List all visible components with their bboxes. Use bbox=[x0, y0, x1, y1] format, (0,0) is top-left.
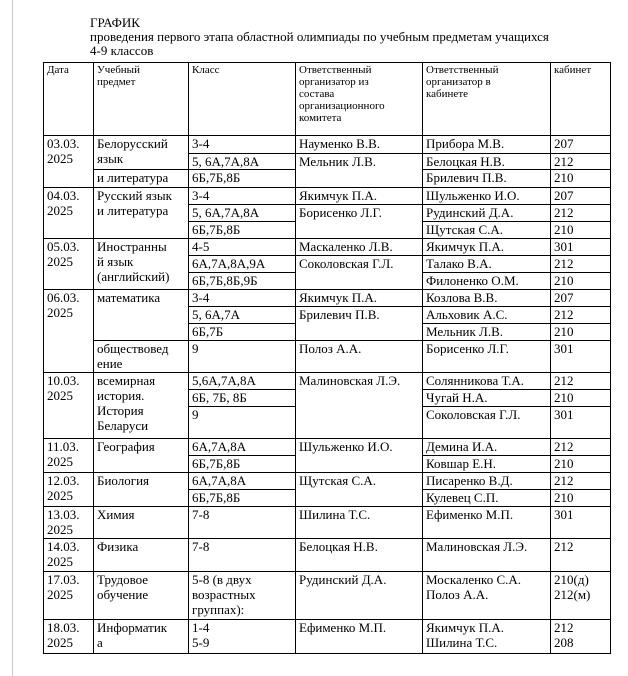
class-cell: 6Б,7Б,8Б bbox=[189, 222, 296, 239]
date-cell: 13.03. 2025 bbox=[44, 507, 94, 539]
table-row bbox=[44, 239, 611, 256]
room-cell: 207 bbox=[551, 136, 611, 154]
room-cell: 212 bbox=[551, 473, 611, 490]
column-header-committee-organizer: Ответственный организатор из состава организационного комитета bbox=[296, 63, 423, 136]
committee-organizer-cell: Якимчук П.А. bbox=[296, 188, 423, 205]
room-cell: 212 bbox=[551, 439, 611, 456]
room-cell: 210 bbox=[551, 456, 611, 473]
class-cell: 6Б,7Б,8Б bbox=[189, 490, 296, 507]
subject-cell: География bbox=[94, 439, 189, 473]
room-cell: 210 bbox=[551, 273, 611, 290]
committee-organizer-cell: Ефименко М.П. bbox=[296, 620, 423, 654]
class-cell: 4-5 bbox=[189, 239, 296, 256]
room-organizer-cell: Солянникова Т.А. bbox=[423, 373, 551, 390]
subject-cell: и литература bbox=[94, 170, 189, 188]
class-cell: 5,6А,7А,8А bbox=[189, 373, 296, 390]
class-cell: 5, 6А,7А,8А bbox=[189, 205, 296, 222]
table-row bbox=[44, 572, 611, 620]
table-row bbox=[44, 539, 611, 572]
date-cell: 03.03. 2025 bbox=[44, 136, 94, 188]
class-cell: 6А,7А,8А,9А bbox=[189, 256, 296, 273]
room-organizer-cell: Писаренко В.Д. bbox=[423, 473, 551, 490]
class-cell: 7-8 bbox=[189, 539, 296, 572]
class-cell: 5-8 (в двух возрастных группах): bbox=[189, 572, 296, 620]
room-cell: 210(д) 212(м) bbox=[551, 572, 611, 620]
page-margin-line bbox=[12, 0, 13, 676]
date-cell: 12.03. 2025 bbox=[44, 473, 94, 507]
class-cell: 6Б, 7Б, 8Б bbox=[189, 390, 296, 407]
class-cell: 1-4 5-9 bbox=[189, 620, 296, 654]
class-cell: 7-8 bbox=[189, 507, 296, 539]
document-subtitle-line1: проведения первого этапа областной олимпиады по учебным предметам учащихся bbox=[90, 29, 549, 44]
subject-cell: математика bbox=[94, 290, 189, 341]
class-cell: 6А,7А,8А bbox=[189, 473, 296, 490]
table-row bbox=[44, 439, 611, 456]
room-organizer-cell: Брилевич П.В. bbox=[423, 170, 551, 188]
column-header-room-organizer: Ответственный организатор в кабинете bbox=[423, 63, 551, 136]
column-header-room: кабинет bbox=[551, 63, 611, 136]
room-organizer-cell: Соколовская Г.Л. bbox=[423, 407, 551, 439]
committee-organizer-cell: Шульженко И.О. bbox=[296, 439, 423, 473]
date-cell: 17.03. 2025 bbox=[44, 572, 94, 620]
table-row bbox=[44, 188, 611, 205]
date-cell: 05.03. 2025 bbox=[44, 239, 94, 290]
room-organizer-cell: Козлова В.В. bbox=[423, 290, 551, 307]
subject-cell: Русский язык и литература bbox=[94, 188, 189, 239]
class-cell: 6Б,7Б,8Б bbox=[189, 456, 296, 473]
room-organizer-cell: Ковшар Е.Н. bbox=[423, 456, 551, 473]
room-cell: 207 bbox=[551, 188, 611, 205]
room-cell: 301 bbox=[551, 507, 611, 539]
subject-cell: Иностранны й язык (английский) bbox=[94, 239, 189, 290]
committee-organizer-cell: Якимчук П.А. bbox=[296, 290, 423, 307]
class-cell: 6Б,7Б,8Б bbox=[189, 170, 296, 188]
committee-organizer-cell: Рудинский Д.А. bbox=[296, 572, 423, 620]
room-cell: 212 bbox=[551, 256, 611, 273]
committee-organizer-cell: Полоз А.А. bbox=[296, 341, 423, 373]
room-cell: 301 bbox=[551, 239, 611, 256]
committee-organizer-cell: Маскаленко Л.В. bbox=[296, 239, 423, 256]
date-cell: 11.03. 2025 bbox=[44, 439, 94, 473]
room-organizer-cell: Чугай Н.А. bbox=[423, 390, 551, 407]
room-cell: 207 bbox=[551, 290, 611, 307]
date-cell: 18.03. 2025 bbox=[44, 620, 94, 654]
document-title: ГРАФИК bbox=[90, 15, 140, 30]
class-cell: 5, 6А,7А bbox=[189, 307, 296, 324]
room-organizer-cell: Москаленко С.А. Полоз А.А. bbox=[423, 572, 551, 620]
room-cell: 212 bbox=[551, 373, 611, 390]
column-header-subject: Учебный предмет bbox=[94, 63, 189, 136]
class-cell: 3-4 bbox=[189, 290, 296, 307]
room-organizer-cell: Альховик А.С. bbox=[423, 307, 551, 324]
date-cell: 04.03. 2025 bbox=[44, 188, 94, 239]
room-organizer-cell: Прибора М.В. bbox=[423, 136, 551, 154]
room-organizer-cell: Кулевец С.П. bbox=[423, 490, 551, 507]
class-cell: 6А,7А,8А bbox=[189, 439, 296, 456]
room-cell: 212 bbox=[551, 307, 611, 324]
committee-organizer-cell: Мельник Л.В. bbox=[296, 154, 423, 188]
committee-organizer-cell: Борисенко Л.Г. bbox=[296, 205, 423, 239]
room-organizer-cell: Якимчук П.А. Шилина Т.С. bbox=[423, 620, 551, 654]
room-organizer-cell: Мельник Л.В. bbox=[423, 324, 551, 341]
table-row bbox=[44, 373, 611, 390]
committee-organizer-cell: Соколовская Г.Л. bbox=[296, 256, 423, 290]
class-cell: 3-4 bbox=[189, 188, 296, 205]
class-cell: 5, 6А,7А,8А bbox=[189, 154, 296, 170]
class-cell: 6Б,7Б bbox=[189, 324, 296, 341]
room-cell: 210 bbox=[551, 390, 611, 407]
class-cell: 6Б,7Б,8Б,9Б bbox=[189, 273, 296, 290]
table-row bbox=[44, 507, 611, 539]
committee-organizer-cell: Малиновская Л.Э. bbox=[296, 373, 423, 439]
table-row bbox=[44, 341, 611, 373]
room-organizer-cell: Белоцкая Н.В. bbox=[423, 154, 551, 170]
room-cell: 210 bbox=[551, 324, 611, 341]
room-organizer-cell: Демина И.А. bbox=[423, 439, 551, 456]
subject-cell: всемирная история. История Беларуси bbox=[94, 373, 189, 439]
table-row bbox=[44, 136, 611, 154]
date-cell: 10.03. 2025 bbox=[44, 373, 94, 439]
room-organizer-cell: Щутская С.А. bbox=[423, 222, 551, 239]
room-cell: 210 bbox=[551, 170, 611, 188]
subject-cell: Информатик а bbox=[94, 620, 189, 654]
subject-cell: Биология bbox=[94, 473, 189, 507]
room-organizer-cell: Шульженко И.О. bbox=[423, 188, 551, 205]
room-organizer-cell: Рудинский Д.А. bbox=[423, 205, 551, 222]
table-row bbox=[44, 290, 611, 307]
room-organizer-cell: Филоненко О.М. bbox=[423, 273, 551, 290]
subject-cell: Физика bbox=[94, 539, 189, 572]
room-cell: 210 bbox=[551, 222, 611, 239]
room-cell: 301 bbox=[551, 407, 611, 439]
room-cell: 212 bbox=[551, 154, 611, 170]
room-organizer-cell: Борисенко Л.Г. bbox=[423, 341, 551, 373]
committee-organizer-cell: Науменко В.В. bbox=[296, 136, 423, 154]
subject-cell: Белорусский язык bbox=[94, 136, 189, 170]
subject-cell: Химия bbox=[94, 507, 189, 539]
class-cell: 9 bbox=[189, 341, 296, 373]
document-subtitle-line2: 4-9 классов bbox=[90, 43, 154, 58]
committee-organizer-cell: Брилевич П.В. bbox=[296, 307, 423, 341]
table-header-row bbox=[44, 63, 611, 136]
room-cell: 212 bbox=[551, 539, 611, 572]
column-header-class: Класс bbox=[189, 63, 296, 136]
committee-organizer-cell: Белоцкая Н.В. bbox=[296, 539, 423, 572]
room-cell: 301 bbox=[551, 341, 611, 373]
room-cell: 210 bbox=[551, 490, 611, 507]
date-cell: 14.03. 2025 bbox=[44, 539, 94, 572]
committee-organizer-cell: Шилина Т.С. bbox=[296, 507, 423, 539]
room-organizer-cell: Малиновская Л.Э. bbox=[423, 539, 551, 572]
room-cell: 212 208 bbox=[551, 620, 611, 654]
class-cell: 3-4 bbox=[189, 136, 296, 154]
room-organizer-cell: Талако В.А. bbox=[423, 256, 551, 273]
room-organizer-cell: Якимчук П.А. bbox=[423, 239, 551, 256]
subject-cell: обществовед ение bbox=[94, 341, 189, 373]
committee-organizer-cell: Щутская С.А. bbox=[296, 473, 423, 507]
room-organizer-cell: Ефименко М.П. bbox=[423, 507, 551, 539]
document-header bbox=[90, 16, 620, 58]
schedule-table bbox=[43, 62, 611, 654]
room-cell: 212 bbox=[551, 205, 611, 222]
date-cell: 06.03. 2025 bbox=[44, 290, 94, 373]
column-header-date: Дата bbox=[44, 63, 94, 136]
class-cell: 9 bbox=[189, 407, 296, 439]
table-row bbox=[44, 473, 611, 490]
table-row bbox=[44, 620, 611, 654]
subject-cell: Трудовое обучение bbox=[94, 572, 189, 620]
